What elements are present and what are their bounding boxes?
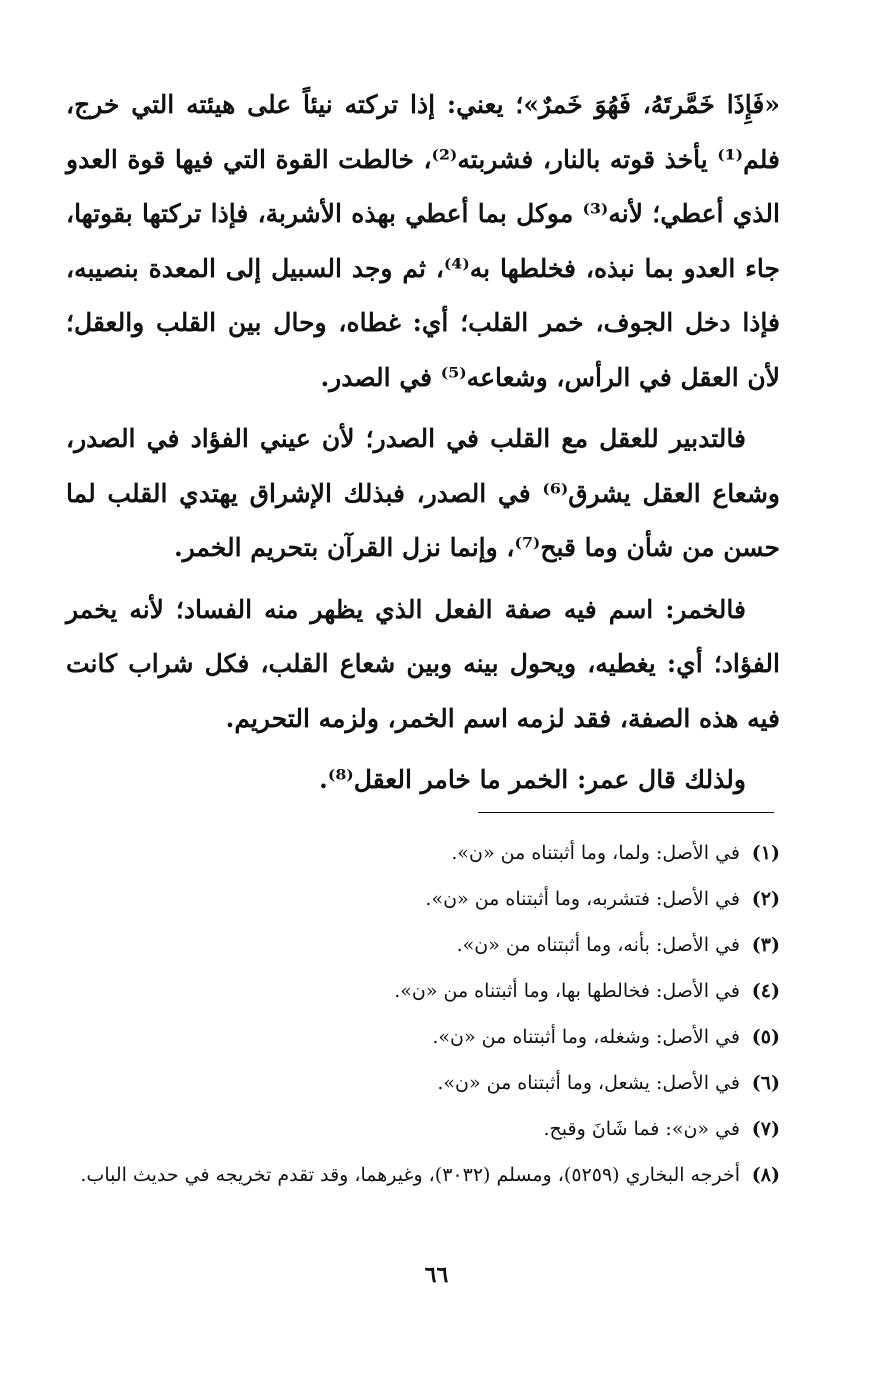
footnote-text: في الأصل: يشعل، وما أثبتناه من «ن». (437, 1072, 740, 1094)
page-number: ٦٦ (424, 1262, 449, 1288)
footnote-number: (٥) (751, 1026, 780, 1048)
footnote-number: (١) (751, 842, 780, 864)
footnote-text: في الأصل: وشغله، وما أثبتناه من «ن». (432, 1026, 740, 1048)
footnote-3 (60, 922, 780, 968)
main-text (66, 78, 780, 815)
paragraph-3: فالخمر: اسم فيه صفة الفعل الذي يظهر منه الفساد؛ لأنه يخمر الفؤاد؛ أي: يغطيه، ويحول بينه وبين شعاع القلب، فكل شراب كانت فيه هذه الصفة، فقد لزمه اسم الخمر، ولزمه التحريم. (66, 594, 780, 733)
footnote-5 (60, 1014, 780, 1060)
footnote-text: في الأصل: ولما، وما أثبتناه من «ن». (451, 842, 740, 864)
footnote-4 (60, 968, 780, 1014)
footnote-number: (٢) (751, 888, 780, 910)
paragraph-4: ولذلك قال عمر: الخمر ما خامر العقل⁽⁸⁾. (319, 765, 746, 794)
footnote-text: في الأصل: فتشربه، وما أثبتناه من «ن». (425, 888, 740, 910)
footnote-text: في الأصل: فخالطها بها، وما أثبتناه من «ن». (394, 980, 740, 1002)
footnote-7 (60, 1106, 780, 1152)
footnote-6 (60, 1060, 780, 1106)
footnote-number: (٤) (751, 980, 780, 1002)
footnote-number: (٧) (751, 1118, 780, 1140)
footnote-separator (478, 812, 774, 813)
footnotes (60, 830, 780, 1198)
footnote-text: أخرجه البخاري (٥٢٥٩)، ومسلم (٣٠٣٢)، وغيرهما، وقد تقدم تخريجه في حديث الباب. (80, 1164, 740, 1186)
footnote-text: في الأصل: بأنه، وما أثبتناه من «ن». (456, 934, 740, 956)
paragraph-1: «فَإِذَا خَمَّرتَهُ، فَهُوَ خَمرٌ»؛ يعني: إذا تركته نيئاً على هيئته التي خرج، فلم⁽¹⁾ يأخذ قوته بالنار، فشربته⁽²⁾، خالطت القوة التي فيها قوة العدو الذي أعطي؛ لأنه⁽³⁾ موكل بما أعطي بهذه الأشربة، فإذا تركتها بقوتها، جاء العدو بما نبذه، فخلطها به⁽⁴⁾، ثم وجد السبيل إلى المعدة بنصيبه، فإذا دخل الجوف، خمر القلب؛ أي: غطاه، وحال بين القلب والعقل؛ لأن العقل في الرأس، وشعاعه⁽⁵⁾ في الصدر. (66, 90, 780, 392)
footnote-number: (٨) (751, 1164, 780, 1186)
footnote-text: في «ن»: فما شَانَ وقبح. (543, 1118, 740, 1140)
footnote-1 (60, 830, 780, 876)
footnote-number: (٦) (751, 1072, 780, 1094)
paragraph-2: فالتدبير للعقل مع القلب في الصدر؛ لأن عيني الفؤاد في الصدر، وشعاع العقل يشرق⁽⁶⁾ في الصدر، فبذلك الإشراق يهتدي القلب لما حسن من شأن وما قبح⁽⁷⁾، وإنما نزل القرآن بتحريم الخمر. (66, 424, 780, 562)
footnote-number: (٣) (751, 934, 780, 956)
footnote-8 (60, 1152, 780, 1198)
footnote-2 (60, 876, 780, 922)
